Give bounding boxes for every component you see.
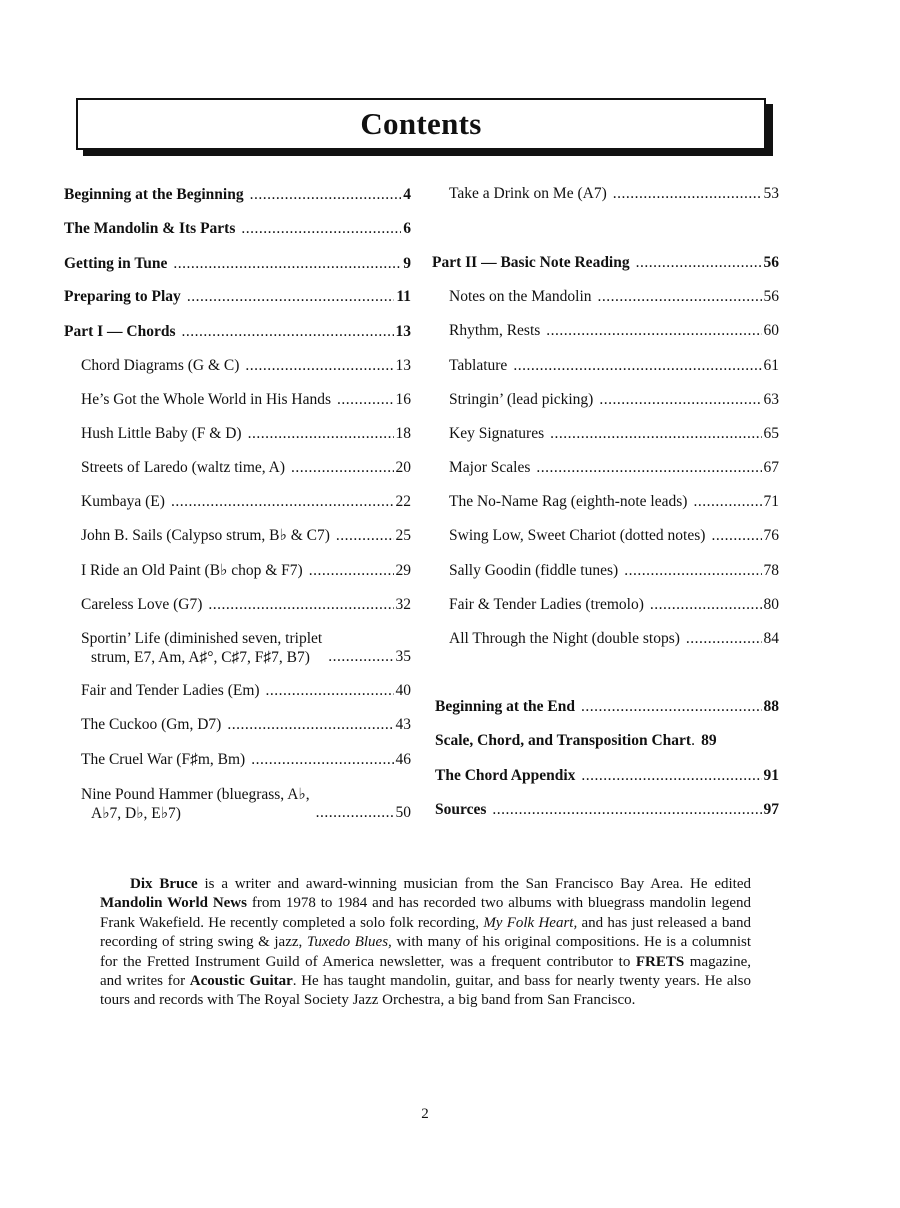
leader-dots — [536, 458, 761, 478]
toc-entry-title: Beginning at the End — [435, 698, 575, 715]
toc-entry-title: The Cruel War (F♯m, Bm) — [81, 751, 246, 768]
contents-title-box — [76, 98, 766, 150]
toc-entry-title: Careless Love (G7) — [81, 596, 203, 613]
toc-entry-title — [81, 785, 310, 823]
toc-entry-page: 43 — [395, 716, 411, 733]
toc-entry-page: 35 — [395, 648, 411, 665]
toc-entry-title: Major Scales — [449, 459, 531, 476]
toc-entry-title: Part II — Basic Note Reading — [432, 254, 630, 271]
toc-entry-page: 63 — [763, 391, 779, 408]
toc-entry-page: 97 — [763, 801, 779, 818]
toc-entry-title: John B. Sails (Calypso strum, B♭ & C7) — [81, 527, 330, 544]
leader-dots — [546, 321, 761, 341]
toc-entry-page: 56 — [763, 254, 779, 271]
bio-text: is a writer and award-winning musician from the San Francisco Bay Area. He edited — [197, 876, 751, 892]
toc-entry-title: Scale, Chord, and Transposition Chart — [435, 732, 692, 749]
toc-entry[interactable] — [81, 715, 411, 735]
toc-entry-page: 67 — [763, 459, 779, 476]
toc-entry-page: 53 — [763, 185, 779, 202]
toc-entry-title: Sources — [435, 801, 487, 818]
leader-dots — [291, 458, 393, 478]
toc-entry[interactable] — [81, 424, 411, 444]
toc-entry[interactable] — [435, 766, 779, 786]
toc-entry[interactable] — [449, 424, 779, 444]
page-number: 2 — [421, 1106, 429, 1122]
toc-entry-title: Tablature — [449, 357, 508, 374]
toc-entry-title: Beginning at the Beginning — [64, 186, 244, 203]
toc-entry-title: Rhythm, Rests — [449, 322, 541, 339]
toc-entry-page: 29 — [395, 562, 411, 579]
bio-text: with many of his original compositions. He is a columnist for the Fretted Instrument Guild of America newsletter, was a frequent contributor to — [100, 934, 752, 970]
leader-dots — [513, 356, 761, 376]
toc-entry-title: Key Signatures — [449, 425, 545, 442]
toc-entry-title-line1: Nine Pound Hammer (bluegrass, A♭, — [81, 786, 310, 803]
toc-entry-title: Chord Diagrams (G & C) — [81, 357, 240, 374]
leader-dots — [636, 253, 762, 273]
leader-dots — [691, 731, 695, 751]
leader-dots — [492, 800, 761, 820]
toc-entry-title-line1: Sportin’ Life (diminished seven, triplet — [81, 630, 323, 647]
toc-entry[interactable] — [81, 750, 411, 770]
toc-entry-title: Swing Low, Sweet Chariot (dotted notes) — [449, 527, 706, 544]
toc-entry-page: 61 — [763, 357, 779, 374]
toc-entry[interactable] — [449, 595, 779, 615]
leader-dots — [227, 715, 393, 735]
toc-entry-page: 32 — [395, 596, 411, 613]
leader-dots — [581, 766, 761, 786]
page-title: Contents — [360, 106, 482, 141]
toc-entry-page: 60 — [763, 322, 779, 339]
toc-entry[interactable] — [81, 681, 411, 701]
toc-entry-title: The Mandolin & Its Parts — [64, 220, 236, 237]
toc-entry[interactable] — [81, 492, 411, 512]
author-bio — [100, 875, 751, 1011]
toc-entry[interactable] — [449, 287, 779, 307]
toc-entry-page: 6 — [403, 220, 411, 237]
leader-dots — [337, 390, 393, 410]
toc-entry[interactable] — [449, 492, 779, 512]
toc-entry-title: Fair and Tender Ladies (Em) — [81, 682, 260, 699]
leader-dots — [316, 803, 394, 823]
leader-dots — [187, 287, 395, 307]
toc-entry-page: 20 — [395, 459, 411, 476]
leader-dots — [250, 185, 402, 205]
toc-entry[interactable] — [449, 458, 779, 478]
leader-dots — [266, 681, 394, 701]
toc-entry-page: 56 — [763, 288, 779, 305]
toc-entry-page: 25 — [395, 527, 411, 544]
toc-entry-title: Streets of Laredo (waltz time, A) — [81, 459, 286, 476]
leader-dots — [686, 629, 762, 649]
toc-entry[interactable] — [64, 185, 411, 205]
leader-dots — [251, 750, 393, 770]
toc-entry-page: 78 — [763, 562, 779, 579]
publication-name: Mandolin World News — [100, 895, 247, 912]
leader-dots — [182, 322, 394, 342]
toc-entry[interactable] — [449, 561, 779, 581]
toc-entry-title: All Through the Night (double stops) — [449, 630, 680, 647]
leader-dots — [248, 424, 394, 444]
toc-entry-page: 71 — [763, 493, 779, 510]
toc-entry-page: 65 — [763, 425, 779, 442]
toc-entry-title-line2: A♭7, D♭, E♭7) — [91, 805, 181, 822]
toc-entry-title: The No-Name Rag (eighth-note leads) — [449, 493, 688, 510]
toc-entry[interactable] — [435, 800, 779, 820]
toc-entry[interactable] — [64, 219, 411, 239]
leader-dots — [711, 526, 761, 546]
toc-entry-title: Hush Little Baby (F & D) — [81, 425, 242, 442]
leader-dots — [245, 356, 393, 376]
leader-dots — [599, 390, 761, 410]
toc-entry[interactable] — [81, 356, 411, 376]
toc-entry-page: 88 — [763, 698, 779, 715]
toc-entry[interactable] — [64, 322, 411, 342]
toc-entry-page: 13 — [395, 323, 411, 340]
toc-entry-title: The Chord Appendix — [435, 767, 576, 784]
toc-entry[interactable] — [81, 595, 411, 615]
toc-entry-title-line2: strum, E7, Am, A♯°, C♯7, F♯7, B7) — [91, 649, 310, 666]
toc-entry-page: 11 — [396, 288, 411, 305]
bio-text: from 1978 to 1984 and has recorded two albums with bluegrass mandolin legend Frank Wakefield. He recently completed a solo folk recording, — [100, 895, 751, 931]
toc-entry-page: 22 — [395, 493, 411, 510]
toc-entry-title: Stringin’ (lead picking) — [449, 391, 594, 408]
toc-entry-title: I Ride an Old Paint (B♭ chop & F7) — [81, 562, 303, 579]
toc-entry-page: 46 — [395, 751, 411, 768]
toc-entry-page: 40 — [395, 682, 411, 699]
toc-entry-title: Part I — Chords — [64, 323, 176, 340]
leader-dots — [241, 219, 401, 239]
author-name: Dix Bruce — [130, 876, 198, 892]
toc-entry[interactable] — [64, 254, 411, 274]
leader-dots — [550, 424, 761, 444]
leader-dots — [171, 492, 394, 512]
toc-entry[interactable] — [81, 785, 411, 823]
toc-entry[interactable] — [81, 390, 411, 410]
leader-dots — [581, 697, 762, 717]
toc-entry-page: 76 — [763, 527, 779, 544]
toc-entry-title: He’s Got the Whole World in His Hands — [81, 391, 332, 408]
toc-entry-title: Preparing to Play — [64, 288, 181, 305]
toc-entry[interactable] — [449, 526, 779, 546]
toc-entry[interactable] — [64, 287, 411, 307]
bio-text: . He has taught mandolin, guitar, and bass for nearly twenty years. He also tours and records with The Royal Society Jazz Orchestra, a big band from San Francisco. — [100, 973, 751, 1009]
leader-dots — [693, 492, 761, 512]
leader-dots — [208, 595, 393, 615]
toc-entry-title: Fair & Tender Ladies (tremolo) — [449, 596, 644, 613]
toc-entry[interactable] — [81, 629, 411, 667]
leader-dots — [328, 647, 393, 667]
toc-entry-page: 9 — [403, 255, 411, 272]
toc-entry-page: 18 — [395, 425, 411, 442]
toc-entry-page: 13 — [395, 357, 411, 374]
toc-entry[interactable] — [81, 526, 411, 546]
toc-entry-page: 50 — [395, 804, 411, 821]
toc-entry-page: 91 — [763, 767, 779, 784]
toc-entry[interactable] — [449, 629, 779, 649]
toc-entry[interactable] — [435, 731, 779, 751]
leader-dots — [598, 287, 762, 307]
toc-entry[interactable] — [81, 561, 411, 581]
publication-name: Acoustic Guitar — [189, 973, 293, 990]
toc-entry-title: Getting in Tune — [64, 255, 168, 272]
leader-dots — [336, 526, 394, 546]
leader-dots — [613, 184, 762, 204]
bio-text: and has just released a band recording of string swing & jazz, — [100, 914, 751, 951]
toc-entry[interactable] — [449, 356, 779, 376]
toc-entry-title: Kumbaya (E) — [81, 493, 165, 510]
leader-dots — [173, 254, 401, 274]
album-title: Tuxedo Blues, — [306, 934, 392, 951]
toc-entry-title: Notes on the Mandolin — [449, 288, 592, 305]
publication-name: FRETS — [635, 953, 685, 970]
toc-entry-title: Take a Drink on Me (A7) — [449, 185, 607, 202]
toc-entry[interactable] — [449, 321, 779, 341]
toc-entry[interactable] — [449, 184, 779, 204]
toc-entry[interactable] — [432, 253, 779, 273]
author-bio-paragraph — [100, 875, 751, 1011]
toc-entry-page: 84 — [763, 630, 779, 647]
toc-entry-page: 16 — [395, 391, 411, 408]
bio-text: magazine, and writes for — [100, 953, 752, 990]
leader-dots — [650, 595, 762, 615]
leader-dots — [624, 561, 761, 581]
toc-entry-page: 89 — [701, 732, 717, 749]
toc-entry-title: The Cuckoo (Gm, D7) — [81, 716, 222, 733]
toc-entry-title — [81, 629, 322, 667]
toc-entry[interactable] — [435, 697, 779, 717]
toc-entry-title: Sally Goodin (fiddle tunes) — [449, 562, 619, 579]
toc-entry-page: 80 — [763, 596, 779, 613]
toc-entry[interactable] — [449, 390, 779, 410]
toc-entry[interactable] — [81, 458, 411, 478]
album-title: My Folk Heart, — [483, 914, 578, 931]
leader-dots — [309, 561, 394, 581]
toc-entry-page: 4 — [403, 186, 411, 203]
